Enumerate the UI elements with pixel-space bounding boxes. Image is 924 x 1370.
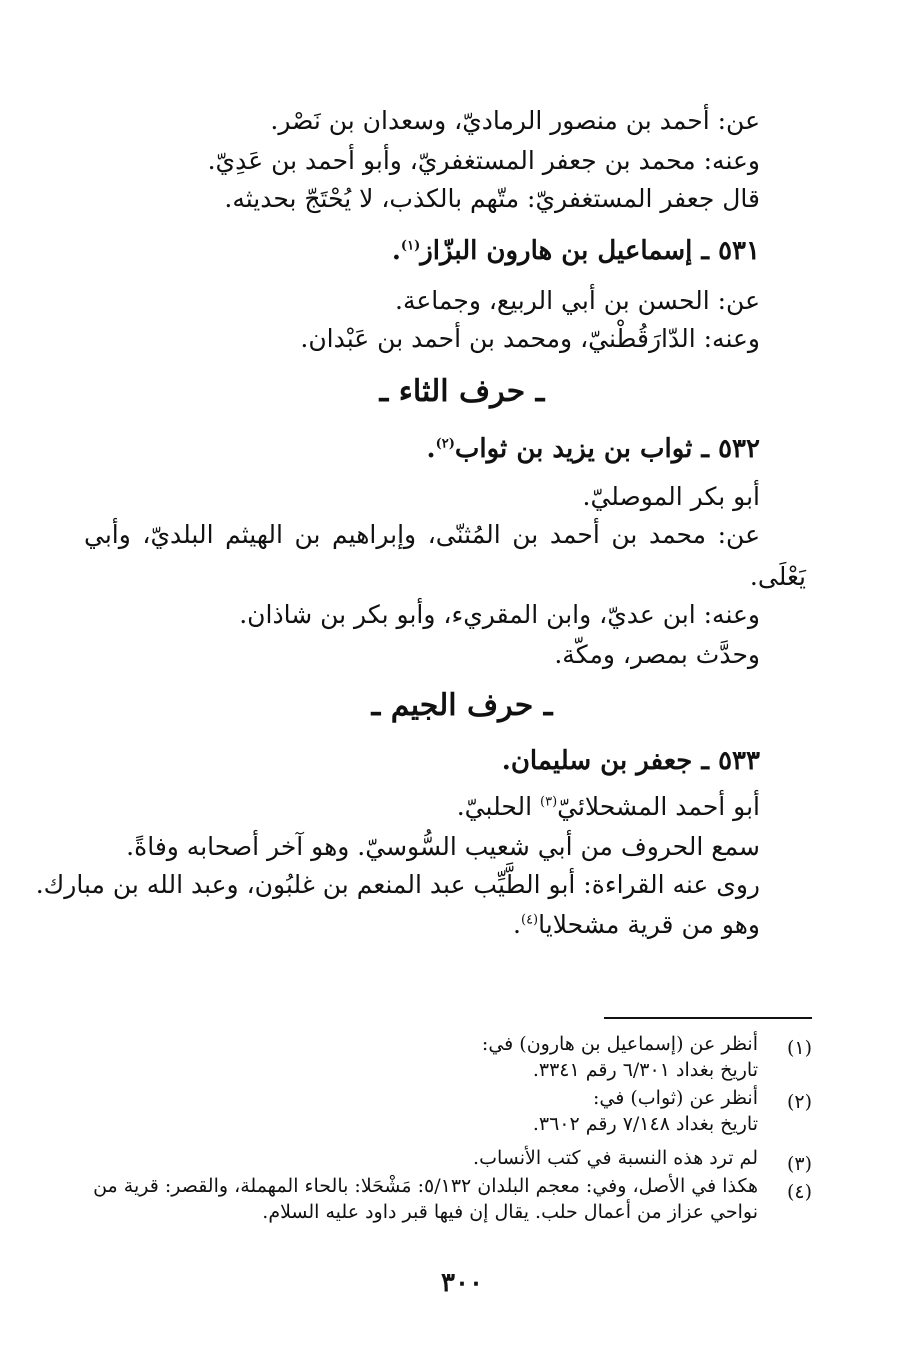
entry-531-teachers: عن: الحسن بن أبي الربيع، وجماعة. <box>395 286 760 315</box>
entry-530-remark: قال جعفر المستغفريّ: متّهم بالكذب، لا يُحْتَجّ بحديثه. <box>224 184 760 213</box>
entry-533-village-end: . <box>513 910 521 939</box>
footnote-4-line-1: هكذا في الأصل، وفي: معجم البلدان ٥/١٣٢: مَشْحَلا: بالحاء المهملة، والقصر: قرية من <box>93 1175 758 1197</box>
entry-533-nisba-city: الحلبيّ. <box>456 792 540 821</box>
entry-532-travels: وحدَّث بمصر، ومكّة. <box>554 640 760 669</box>
entry-530-students: وعنه: محمد بن جعفر المستغفريّ، وأبو أحمد بن عَدِيّ. <box>207 146 760 175</box>
entry-532-kunya: أبو بكر الموصليّ. <box>582 482 760 511</box>
footnote-separator <box>604 1017 812 1019</box>
entry-533-heard: سمع الحروف من أبي شعيب السُّوسيّ. وهو آخر أصحابه وفاةً. <box>126 832 760 861</box>
footnote-4-number: (٤) <box>786 1181 812 1203</box>
entry-533-village-name: وهو من قرية مشحلايا <box>538 910 760 939</box>
footnote-4-line-2: نواحي عزاز من أعمال حلب. يقال إن فيها قبر داود عليه السلام. <box>262 1201 758 1223</box>
footnote-ref-4: (٤) <box>520 912 539 928</box>
entry-533-title: ٥٣٣ ـ جعفر بن سليمان. <box>501 746 760 776</box>
entry-532-students: وعنه: ابن عديّ، وابن المقريء، وأبو بكر بن شاذان. <box>239 600 760 629</box>
footnote-ref-1: (١) <box>400 238 421 254</box>
entry-531-name: ٥٣١ ـ إسماعيل بن هارون البزّاز <box>420 236 760 266</box>
footnote-1-line-2: تاريخ بغداد ٦/٣٠١ رقم ٣٣٤١. <box>532 1059 758 1081</box>
entry-533-village <box>513 908 760 942</box>
footnote-2-number: (٢) <box>786 1091 812 1113</box>
footnote-1-line-1: أنظر عن (إسماعيل بن هارون) في: <box>481 1033 758 1055</box>
footnote-2-line-2: تاريخ بغداد ٧/١٤٨ رقم ٣٦٠٢. <box>532 1113 758 1135</box>
entry-532-name: ٥٣٢ ـ ثواب بن يزيد بن ثواب <box>454 434 760 464</box>
entry-532-teachers: عن: محمد بن أحمد بن المُثنّى، وإبراهيم بن الهيثم البلديّ، وأبي <box>84 520 760 549</box>
entry-533-narrators: روى عنه القراءة: أبو الطَّيِّب عبد المنعم بن غلبُون، وعبد الله بن مبارك. <box>35 870 760 899</box>
entry-533-kunya <box>457 790 760 824</box>
footnote-3-number: (٣) <box>786 1153 812 1175</box>
section-heading-jim: ـ حرف الجيم ـ <box>371 688 553 723</box>
entry-533-nisba: أبو أحمد المشحلائيّ <box>557 792 760 821</box>
entry-531-title: ٥٣١ ـ إسماعيل بن هارون البزّاز$^{(١)}$. <box>391 236 760 266</box>
footnote-3-line-1: لم ترد هذه النسبة في كتب الأنساب. <box>473 1147 758 1169</box>
footnote-ref-3: (٣) <box>540 794 558 810</box>
section-heading-tha: ـ حرف الثاء ـ <box>379 374 545 409</box>
entry-530-teachers: عن: أحمد بن منصور الرماديّ، وسعدان بن نَصْر. <box>270 106 760 135</box>
page-number: ٣٠٠ <box>441 1268 483 1298</box>
footnote-2-line-1: أنظر عن (ثواب) في: <box>593 1087 758 1109</box>
entry-532-title: ٥٣٢ ـ ثواب بن يزيد بن ثواب$^{(٢)}$. <box>426 434 760 464</box>
footnote-ref-2: (٢) <box>435 436 455 452</box>
entry-531-students: وعنه: الدّارَقُطْنيّ، ومحمد بن أحمد بن عَبْدان. <box>300 324 760 353</box>
footnote-1-number: (١) <box>786 1037 812 1059</box>
entry-532-teachers-tail: يَعْلَى. <box>749 562 806 591</box>
